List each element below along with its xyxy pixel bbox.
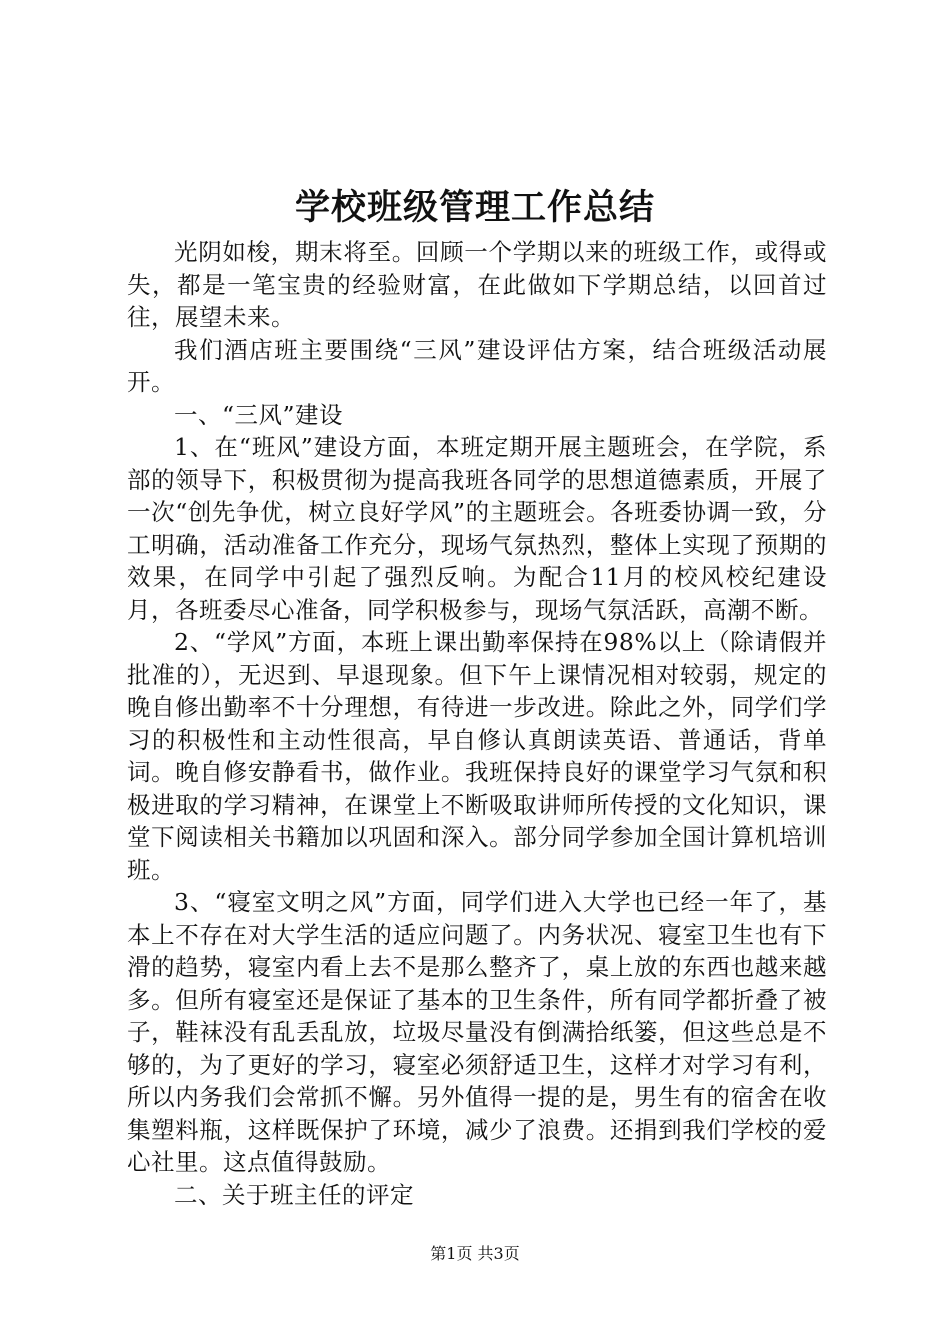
document-body (127, 236, 827, 1211)
section-heading-three-styles: 一、“三风”建设 (174, 400, 344, 429)
intro-paragraph: 光阴如梭，期末将至。回顾一个学期以来的班级工作，或得或失，都是一笔宝贵的经验财富，在此做如下学期总结，以回首过往，展望未来。 (127, 238, 827, 331)
class-style-paragraph: 1、在“班风”建设方面，本班定期开展主题班会，在学院，系部的领导下，积极贯彻为提高我班各同学的思想道德素质，开展了一次“创先争优，树立良好学风”的主题班会。各班委协调一致，分工明确，活动准备工作充分，现场气氛热烈，整体上实现了预期的效果，在同学中引起了强烈反响。为配合11月的校风校纪建设月，各班委尽心准备，同学积极参与，现场气氛活跃，高潮不断。 (127, 433, 827, 624)
document-title: 学校班级管理工作总结 (294, 187, 655, 228)
scope-paragraph: 我们酒店班主要围绕“三风”建设评估方案，结合班级活动展开。 (127, 335, 827, 396)
section-heading-head-teacher: 二、关于班主任的评定 (174, 1180, 414, 1209)
page-number-footer: 第1页 共3页 (430, 1244, 520, 1263)
dorm-style-paragraph: 3、“寝室文明之风”方面，同学们进入大学也已经一年了，基本上不存在对大学生活的适应问题了。内务状况、寝室卫生也有下滑的趋势，寝室内看上去不是那么整齐了，桌上放的东西也越来越多。但所有寝室还是保证了基本的卫生条件，所有同学都折叠了被子，鞋袜没有乱丢乱放，垃圾尽量没有倒满拾纸篓，但这些总是不够的，为了更好的学习，寝室必须舒适卫生，这样才对学习有利，所以内务我们会常抓不懈。另外值得一提的是，男生有的宿舍在收集塑料瓶，这样既保护了环境，减少了浪费。还捐到我们学校的爱心社里。这点值得鼓励。 (127, 888, 827, 1176)
study-style-paragraph: 2、“学风”方面，本班上课出勤率保持在98%以上（除请假并批准的），无迟到、早退现象。但下午上课情况相对较弱，规定的晚自修出勤率不十分理想，有待进一步改进。除此之外，同学们学习的积极性和主动性很高，早自修认真朗读英语、普通话，背单词。晚自修安静看书，做作业。我班保持良好的课堂学习气氛和积极进取的学习精神，在课堂上不断吸取讲师所传授的文化知识，课堂下阅读相关书籍加以巩固和深入。部分同学参加全国计算机培训班。 (127, 628, 827, 884)
